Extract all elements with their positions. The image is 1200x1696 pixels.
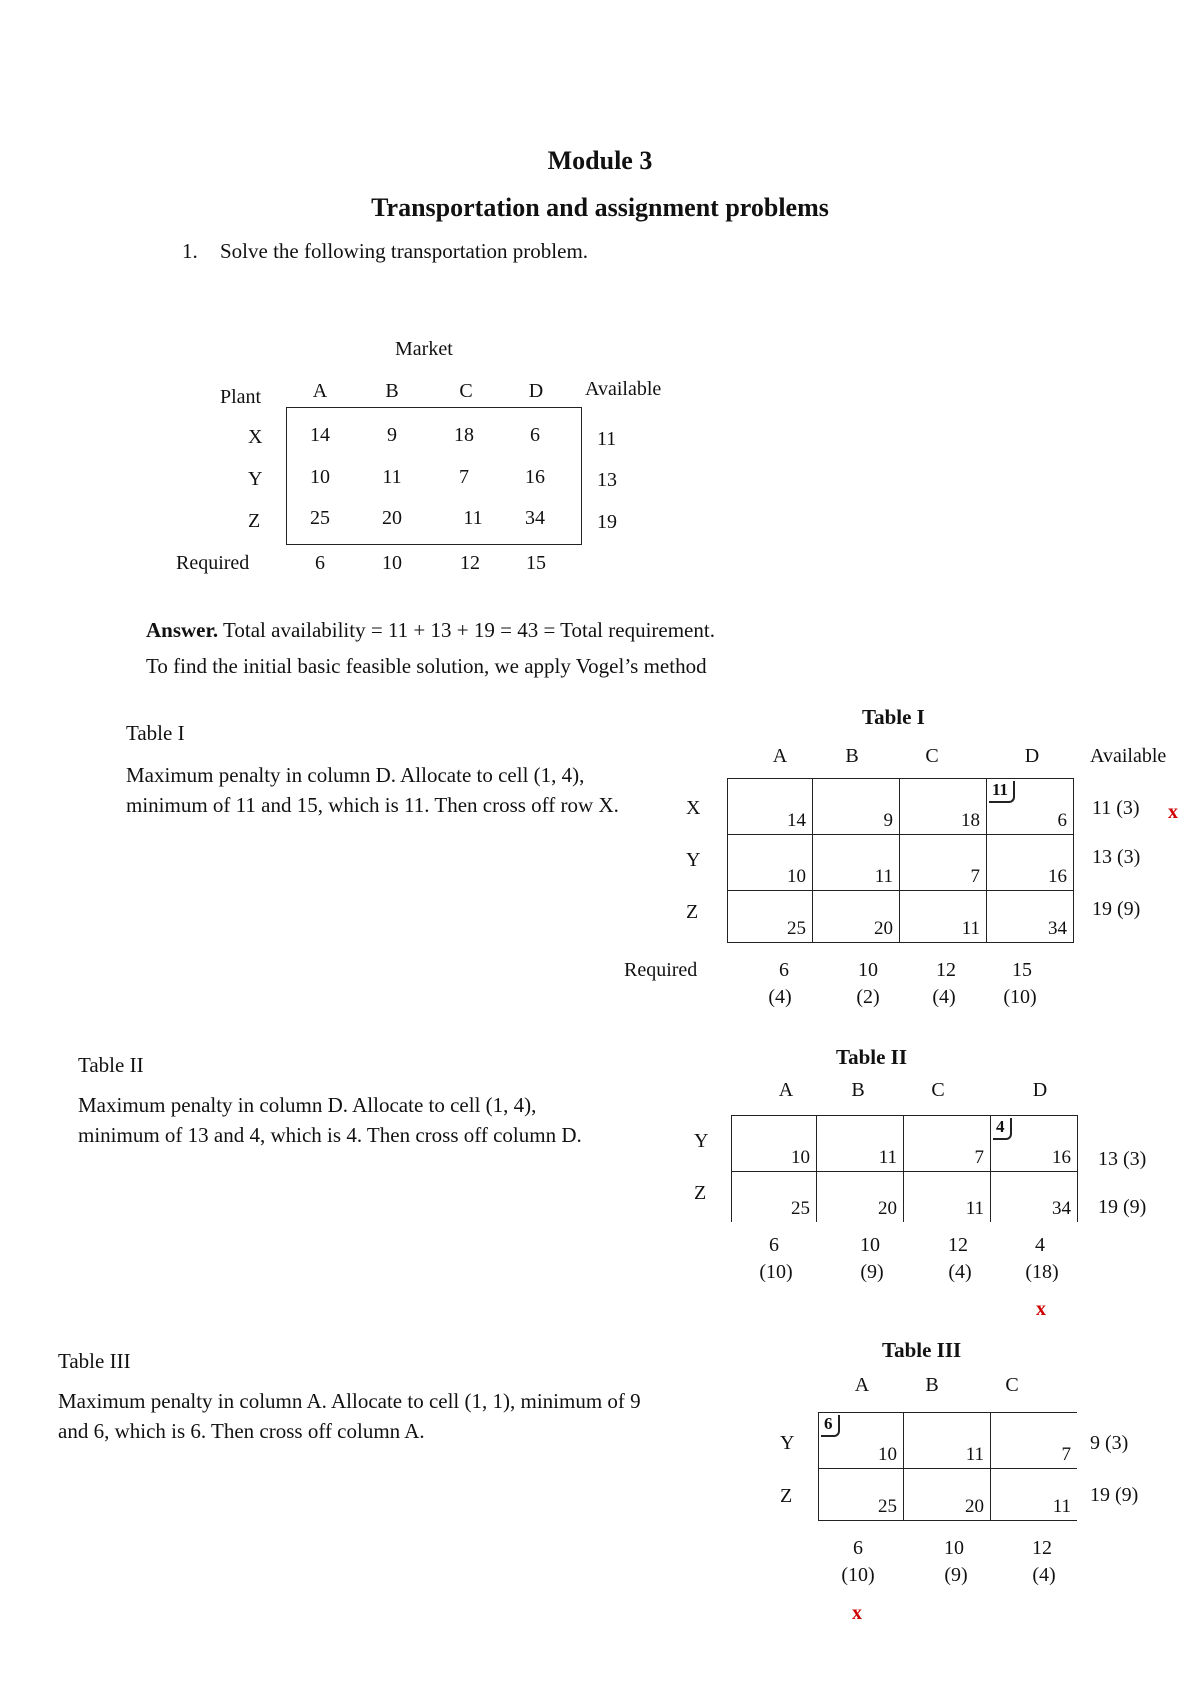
question-text: Solve the following transportation problem. [220,239,589,263]
answer-text: Total availability = 11 + 13 + 19 = 43 = Total requirement. [218,618,715,642]
answer-line-2: To find the initial basic feasible solution, we apply Vogel’s method [146,654,707,678]
col-header: A [778,1079,794,1101]
column-penalty: (9) [944,1564,968,1586]
required-value: 12 [460,552,480,574]
allocation-box: 6 [821,1415,840,1437]
table-3-grid [818,1412,1077,1521]
available-value: 19 (9) [1098,1196,1147,1218]
table-2-caption: Table II [78,1053,144,1077]
cross-mark: x [852,1602,862,1624]
column-penalty: (10) [759,1261,793,1283]
row-label: Y [686,849,701,871]
required-value: 6 [769,1234,779,1256]
table-1-description: Maximum penalty in column D. Allocate to cell (1, 4), minimum of 11 and 15, which is 11. Then cross off row X. [126,763,619,817]
answer-label: Answer. [146,618,219,642]
column-penalty: (10) [841,1564,875,1586]
table-1-heading: Table I [862,705,925,729]
available-label: Available [1090,745,1167,767]
column-penalty: (4) [768,986,792,1008]
row-label: Z [248,510,261,532]
table-1-caption: Table I [126,721,185,745]
table-2-grid [731,1115,1078,1222]
available-value: 13 (3) [1092,846,1141,868]
available-label: Available [585,378,662,400]
col-header: C [459,380,473,402]
table-1-grid [727,778,1074,943]
page-title: Module 3 [547,146,653,175]
column-penalty: (4) [948,1261,972,1283]
cost-cell: 20 [817,1172,904,1222]
cost-cell: 34 [991,1172,1078,1222]
required-value: 15 [1012,959,1032,981]
market-label: Market [395,338,453,360]
table-3-heading: Table III [882,1338,962,1362]
required-value: 12 [948,1234,968,1256]
column-penalty: (2) [856,986,880,1008]
required-value: 10 [944,1537,964,1559]
row-label: X [248,426,263,448]
available-value: 13 (3) [1098,1148,1147,1170]
cost-cell: 11 [463,507,483,529]
available-value: 19 [597,511,617,533]
cost-cell: 11 [813,835,900,891]
col-header: D [1032,1079,1048,1101]
column-penalty: (4) [932,986,956,1008]
cost-cell: 11 [900,891,987,943]
available-value: 13 [597,469,617,491]
cost-cell: 10 [732,1116,817,1172]
allocation-box: 11 [989,781,1015,803]
cost-cell: 11 [904,1172,991,1222]
col-header: C [931,1079,945,1101]
row-label: Z [694,1182,707,1204]
column-penalty: (4) [1032,1564,1056,1586]
available-value: 19 (9) [1092,898,1141,920]
row-label: Y [694,1130,709,1152]
cost-cell: 16 [987,835,1074,891]
column-penalty: (18) [1025,1261,1059,1283]
column-penalty: (10) [1003,986,1037,1008]
question-number: 1. [182,239,198,263]
required-value: 6 [315,552,325,574]
required-value: 12 [936,959,956,981]
column-penalty: (9) [860,1261,884,1283]
col-header: D [528,380,544,402]
page-subtitle: Transportation and assignment problems [371,193,829,222]
cost-cell: 9 [387,424,397,446]
col-header: D [1024,745,1040,767]
table-2-heading: Table II [836,1045,908,1069]
row-label: X [686,797,701,819]
answer-line-1 [146,614,715,646]
cost-cell: 25 [728,891,813,943]
cost-cell: 11 [817,1116,904,1172]
table-2-description: Maximum penalty in column D. Allocate to cell (1, 4), minimum of 13 and 4, which is 4. Then cross off column D. [78,1093,582,1147]
required-value: 12 [1032,1537,1052,1559]
available-value: 11 [597,428,617,450]
required-label: Required [176,552,250,574]
required-value: 15 [526,552,546,574]
cost-cell: 20 [904,1469,991,1521]
row-label: Z [686,901,699,923]
required-value: 10 [858,959,878,981]
cost-cell: 11 6 [987,779,1074,835]
cost-cell: 20 [813,891,900,943]
col-header: B [385,380,399,402]
col-header: A [854,1374,870,1396]
cost-cell: 7 [904,1116,991,1172]
cost-cell: 6 [530,424,540,446]
available-value: 19 (9) [1090,1484,1139,1506]
cost-cell: 14 [728,779,813,835]
cost-cell: 34 [987,891,1074,943]
cost-cell: 14 [310,424,330,446]
cost-cell: 34 [525,507,545,529]
required-value: 10 [860,1234,880,1256]
required-label: Required [624,959,698,981]
cross-mark: x [1168,801,1178,823]
cost-cell: 25 [310,507,330,529]
cost-cell: 11 [991,1469,1078,1521]
cost-cell: 9 [813,779,900,835]
cost-cell: 4 16 [991,1116,1078,1172]
required-value: 10 [382,552,402,574]
cost-cell: 7 [900,835,987,891]
row-label: Z [780,1485,793,1507]
row-label: Y [248,468,263,490]
row-label: Y [780,1432,795,1454]
required-value: 6 [853,1537,863,1559]
cost-cell: 10 [728,835,813,891]
cost-cell: 11 [904,1413,991,1469]
required-value: 4 [1035,1234,1045,1256]
col-header: C [1005,1374,1019,1396]
col-header: B [851,1079,865,1101]
cost-cell: 11 [382,466,402,488]
available-value: 11 (3) [1092,797,1140,819]
table-3-caption: Table III [58,1349,131,1373]
col-header: C [925,745,939,767]
cross-mark: x [1036,1298,1046,1320]
col-header: A [312,380,328,402]
allocation-box: 4 [993,1118,1012,1140]
cost-cell: 25 [819,1469,904,1521]
cost-cell: 25 [732,1172,817,1222]
plant-label: Plant [220,386,262,408]
cost-cell: 18 [454,424,474,446]
col-header: B [925,1374,939,1396]
cost-cell: 10 [310,466,330,488]
col-header: B [845,745,859,767]
table-3-description: Maximum penalty in column A. Allocate to cell (1, 1), minimum of 9 and 6, which is 6. Then cross off column A. [58,1389,641,1443]
cost-cell: 16 [525,466,545,488]
available-value: 9 (3) [1090,1432,1129,1454]
cost-cell: 20 [382,507,402,529]
required-value: 6 [779,959,789,981]
col-header: A [772,745,788,767]
cost-cell: 7 [459,466,469,488]
cost-cell: 7 [991,1413,1078,1469]
cost-cell: 6 10 [819,1413,904,1469]
cost-cell: 18 [900,779,987,835]
